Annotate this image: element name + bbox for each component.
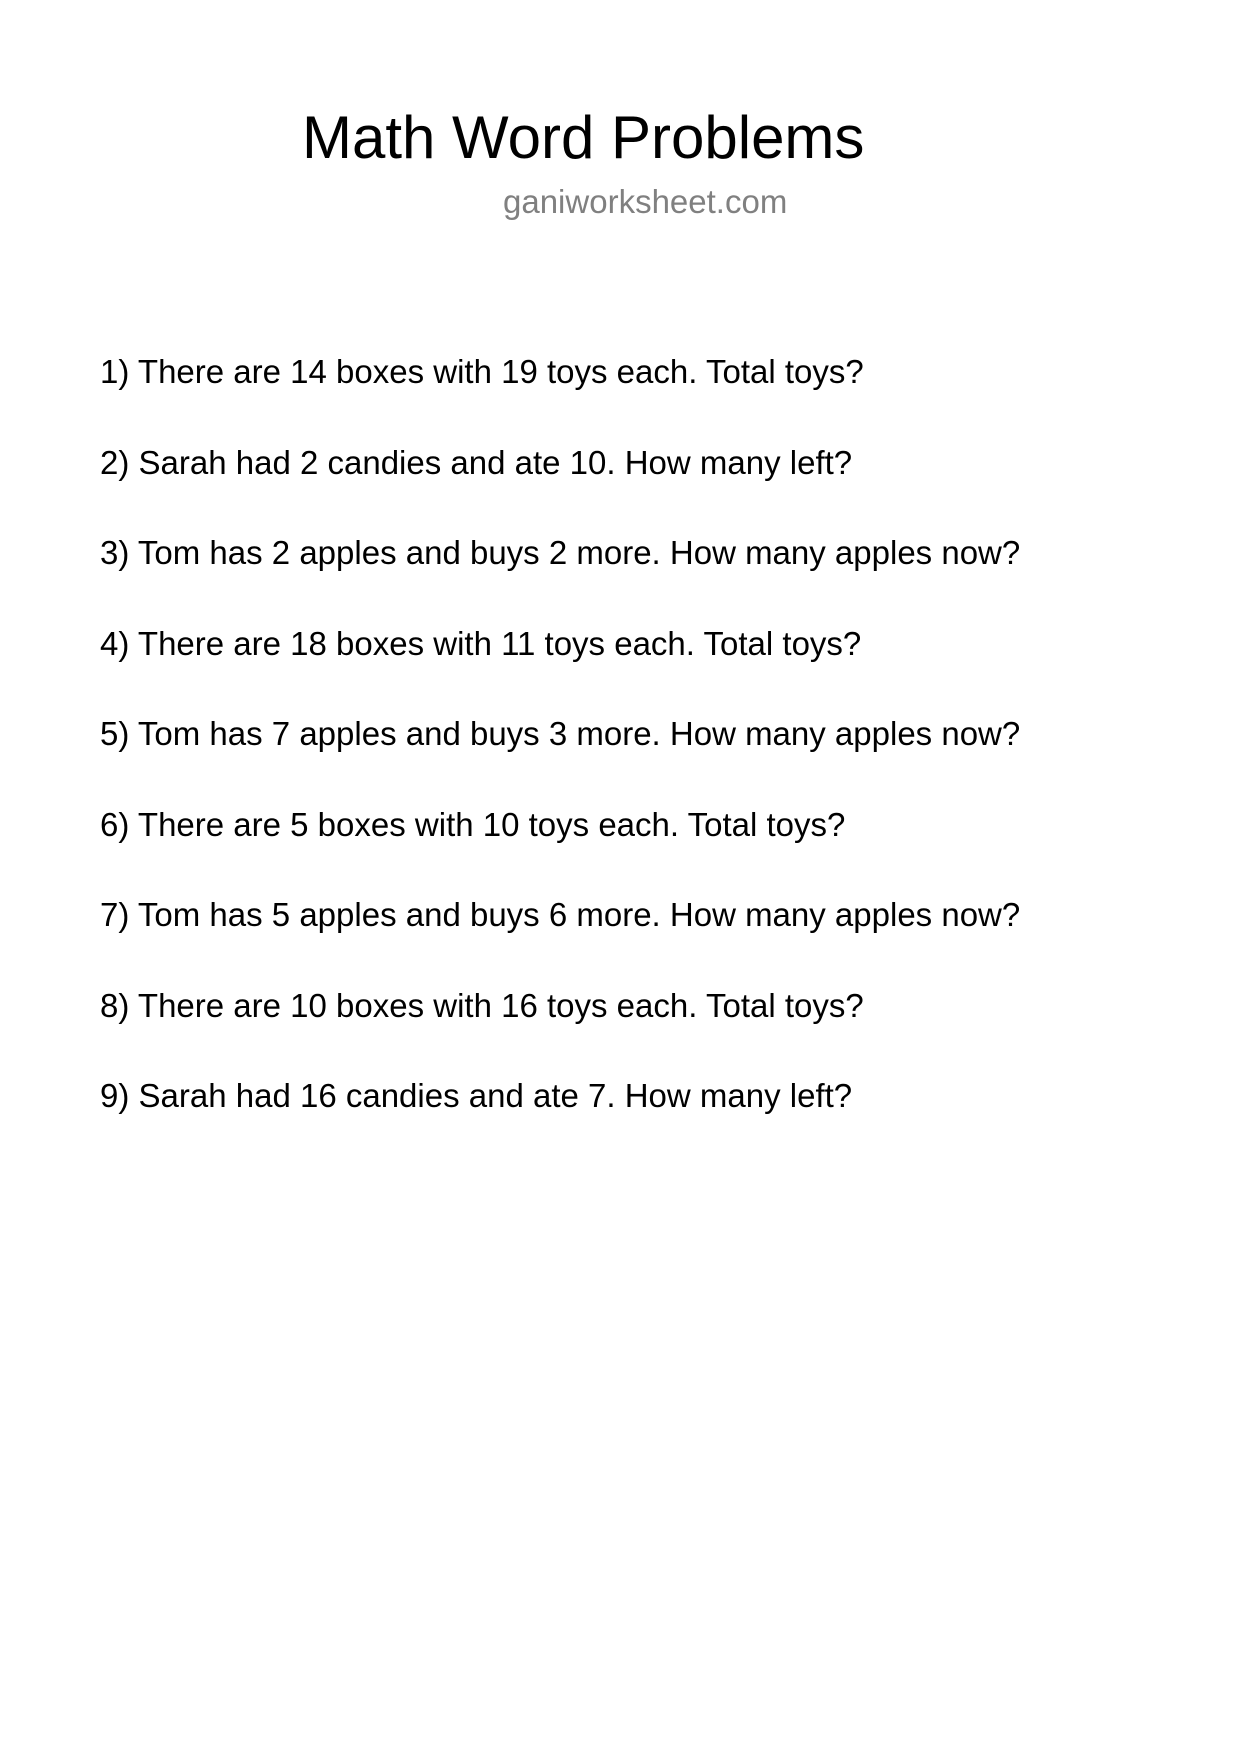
problem-item: 4) There are 18 boxes with 11 toys each. Total toys? [100, 624, 862, 662]
problem-item: 8) There are 10 boxes with 16 toys each. Total toys? [100, 986, 864, 1024]
problem-item: 6) There are 5 boxes with 10 toys each. Total toys? [100, 805, 846, 843]
source-website: ganiworksheet.com [503, 183, 788, 220]
problem-item: 7) Tom has 5 apples and buys 6 more. How many apples now? [100, 896, 1021, 933]
problem-item: 9) Sarah had 16 candies and ate 7. How many left? [100, 1077, 853, 1114]
problem-item: 1) There are 14 boxes with 19 toys each. Total toys? [100, 353, 864, 390]
problem-item: 3) Tom has 2 apples and buys 2 more. How many apples now? [100, 534, 1021, 571]
problem-item: 5) Tom has 7 apples and buys 3 more. How many apples now? [100, 715, 1021, 752]
page-title: Math Word Problems [302, 104, 865, 171]
problem-list [100, 352, 1020, 1167]
problem-item: 2) Sarah had 2 candies and ate 10. How many left? [100, 443, 853, 481]
